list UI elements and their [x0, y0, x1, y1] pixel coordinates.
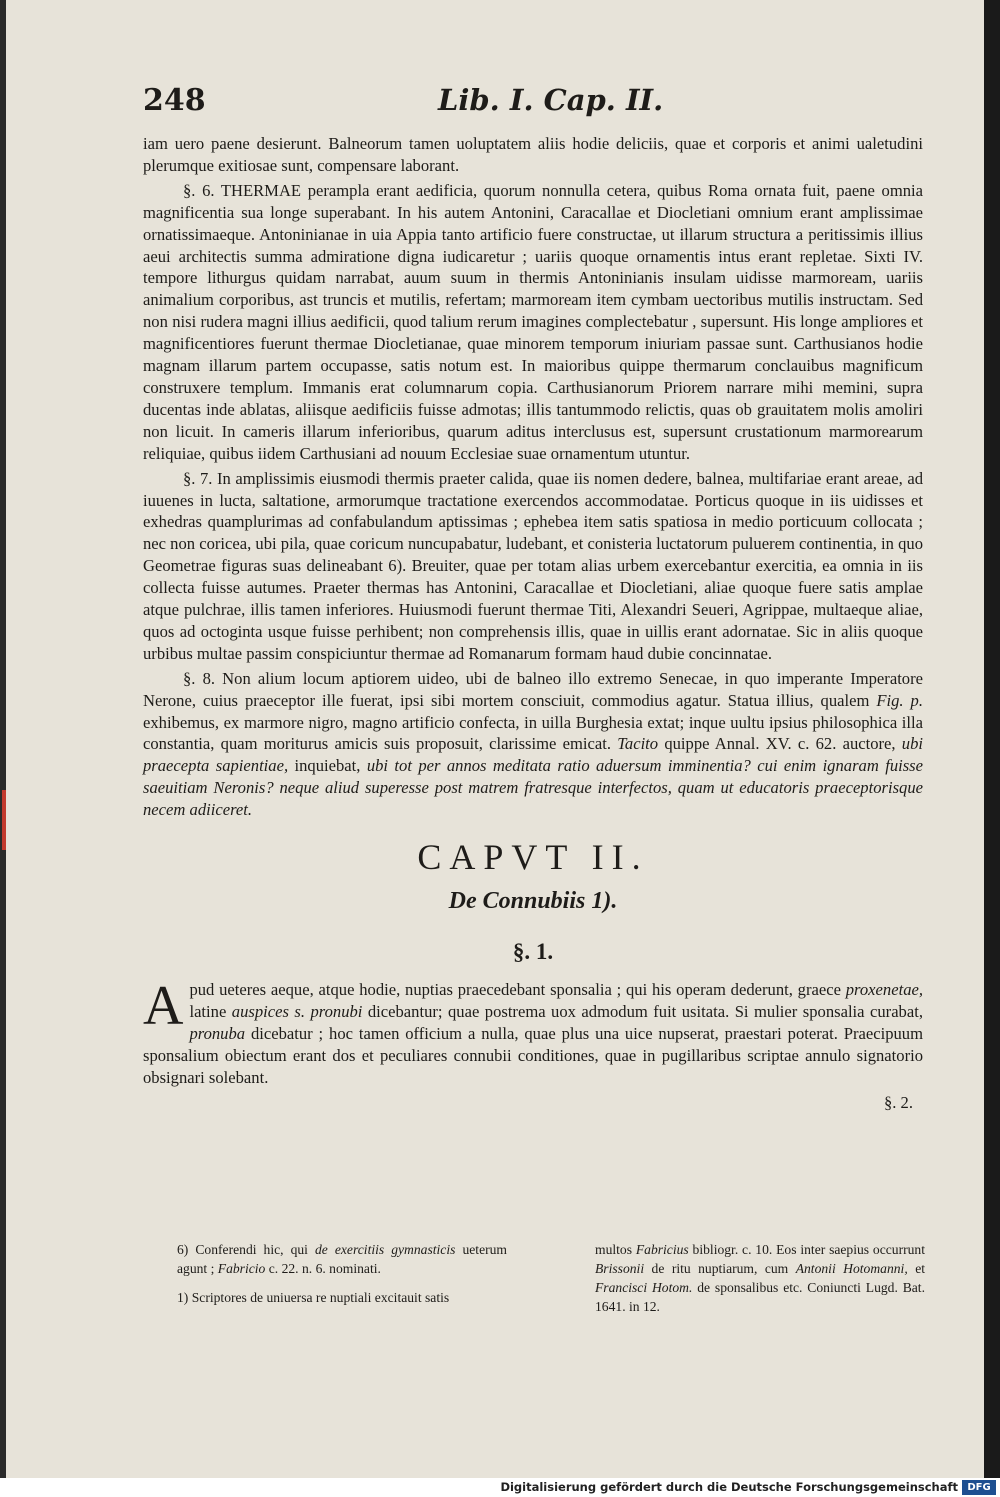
author-name: Fabricius: [635, 1242, 689, 1257]
page-marker: [2, 790, 6, 850]
catchword: §. 2.: [883, 1092, 913, 1112]
text-run: exhibemus, ex marmore nigro, magno artificio confecta, in uilla Burghesia extat; inque uultu ipsius philosophica illa constantia, quam moriturus amicis suis proposuit, clarissime emicat.: [143, 712, 923, 754]
dfg-logo: DFG: [962, 1480, 996, 1495]
drop-capital: A: [143, 975, 184, 1037]
page-number: 248: [143, 83, 206, 118]
chapter-paragraph: [143, 975, 923, 1089]
latin-term: pronuba: [189, 1023, 246, 1043]
chapter-subtitle: De Connubiis 1).: [448, 888, 618, 915]
text-run: quippe Annal. XV. c. 62. auctore,: [658, 734, 902, 754]
text-run: multos: [595, 1242, 636, 1257]
latin-term: auspices s. pronubi: [231, 1001, 363, 1021]
footnote-1-continuation: [595, 1240, 925, 1316]
section-number: §. 1.: [512, 939, 554, 965]
text-run: de ritu nuptiarum, cum: [644, 1261, 796, 1276]
text-italic: de exercitiis gymnasticis: [315, 1242, 456, 1257]
text-run: inquiebat,: [288, 756, 367, 776]
page-edge-left: [0, 0, 6, 1478]
author-name: Brissonii: [595, 1261, 645, 1276]
greek-term: proxenetae,: [845, 980, 923, 999]
text-run: de sponsalibus etc. Coniuncti Lugd. Bat. 1641. in 12.: [595, 1280, 925, 1314]
text-run: et: [907, 1261, 925, 1276]
text-run: dicebatur ; hoc tamen officium a nulla, quae plus una uice nupserat, praestari poterat. Praecipuum sponsalium obiectum erant dos et peculiares connubii conditiones, quae in pugillaribus scriptae annulo signatorio obsignari solebant.: [143, 1023, 923, 1087]
text-run: 6) Conferendi hic, qui: [177, 1242, 315, 1257]
text-run: pud ueteres aeque, atque hodie, nuptias praecedebant sponsalia ; qui his operam dederunt, graece: [189, 980, 846, 999]
text-run: c. 22. n. 6. nominati.: [265, 1261, 381, 1276]
chapter-title: CAPVT II.: [417, 837, 649, 878]
page-edge-right: [984, 0, 1000, 1478]
text-run: §. 8. Non alium locum aptiorem uideo, ubi de balneo illo extremo Senecae, in quo imperante Imperatore Nerone, cuius praeceptor ille fuerat, ipsi sibi mortem consciuit, commodius agatur. Statua illius, qualem: [143, 668, 923, 710]
running-title: Lib. I. Cap. II.: [438, 83, 664, 117]
author-name: Francisci Hotom.: [595, 1280, 693, 1295]
footnote-1: 1) Scriptores de uniuersa re nuptiali excitauit satis: [177, 1290, 450, 1305]
page-header: [143, 83, 923, 128]
quotation: ubi praecepta sapientiae,: [143, 734, 924, 776]
text-run: latine: [189, 1001, 232, 1021]
digitization-footer: [0, 1478, 1000, 1497]
paragraph-section-8: [143, 668, 923, 821]
text-run: dicebantur; quae postrema uox admodum fuit usitata. Si mulier sponsalia curabat,: [362, 1001, 923, 1021]
funding-notice: Digitalisierung gefördert durch die Deutsche Forschungsgemeinschaft: [500, 1480, 958, 1494]
paragraph-continuation: iam uero paene desierunt. Balneorum tamen uoluptatem aliis hodie deliciis, quae et corporis et animi ualetudini plerumque exitiosae sunt, compensare laborant.: [143, 134, 923, 175]
author-name: Antonii Hotomanni,: [795, 1261, 908, 1276]
footnotes-right-column: [595, 1240, 925, 1326]
paragraph-section-7: §. 7. In amplissimis eiusmodi thermis praeter calida, quae iis nomen dedere, balnea, multifariae erant areae, ad iuuenes in lucta, saltatione, armorumque tractatione exercendos accommodatae. Porticus quoque in iis uidisses et exhedras quamplurimas ad confabulandum aptissimas ; ephebea item satis spatiosa in medio porticuum collocata ; nec non coricea, ubi pila, quae coricum nuncupabatur, ludebant, et conisteria luctatorum puluerem continentia, in quo Geometrae figuras suas delineabant 6). Breuiter, quae per totam alias urbem exercebantur exercitia, ea omnia in iis collecta fuisse autumes. Praeter thermas has Antonini, Caracallae et Diocletiani, aliae quoque fuere satis amplae atque pulchrae, illis tamen inferiores. Huiusmodi fuerunt thermae Titi, Alexandri Seueri, Agrippae, multaeque aliae, quos ad octoginta usque fuisse perhibent; non comprehensis illis, quae in uillis erant adornatae. Sic in aliis quoque urbibus multae passim conspiciuntur thermae ad Romanarum formam haud dubie concinnatae.: [143, 468, 923, 663]
main-text: [143, 133, 923, 1113]
figure-reference: Fig. p.: [876, 690, 923, 710]
footnote-6: [177, 1240, 507, 1278]
author-name: Fabricio: [217, 1261, 266, 1276]
author-name: Tacito: [617, 734, 659, 754]
text-run: bibliogr. c. 10. Eos inter saepius occurrunt: [688, 1242, 925, 1257]
chapter-heading: [143, 835, 923, 963]
paragraph-section-6: §. 6. THERMAE perampla erant aedificia, quorum nonnulla cetera, quibus Roma ornata fuit, paene omnia magnificentia sua longe superabant. In his autem Antonini, Caracallae et Diocletiani omnium erant amplissimae ornatissimaeque. Antoninianae in uia Appia tanto artificio fuere constructae, ut illarum structura a peritissimis illius aeui architectis summa admiratione digna iudicaretur ; uariis quoque ornamentis intus erant repletae. Sixti IV. tempore lithurgus quidam narrabat, auum suum in thermis Antoninianis insulam uidisse marmoream, uariis animalium corporibus, ast truncis et mutilis, refertam; marmoream item cymbam uectoribus mutilis instructam. Sed non nisi rudera magni illius aedificii, quod talium rerum imagines complectebatur , supersunt. His longe ampliores et magnificentiores fuerunt thermae Diocletianae, quae minorem temporum iniuriam passae sunt. Carthusianos hodie magnam illarum partem occupasse, satis notum est. In maioribus quippe thermarum conclauibus magnificum construxere templum. Immanis erat columnarum copia. Carthusianorum Priorem narrare mihi memini, supra ducentas inde ablatas, aliisque aedificiis fuisse admotas; illis tantummodo relictis, quas ob grauitatem molis amoliri non licuit. In cameris illarum inferioribus, quarum aditus interclusus est, supersunt crustationum marmorearum reliquiae, quibus iidem Carthusiani ad nouum Ecclesiae suae ornamentum utuntur.: [143, 180, 923, 463]
quotation: ubi tot per annos meditata ratio aduersum imminentia? cui enim ignaram fuisse saeuitiam Neronis? neque aliud superesse post matrem fratresque interfectos, quam ut educatoris praeceptorisque necem adiiceret.: [143, 756, 923, 820]
footnotes-left-column: [177, 1240, 507, 1317]
text-run: ueterum agunt ;: [177, 1242, 507, 1276]
